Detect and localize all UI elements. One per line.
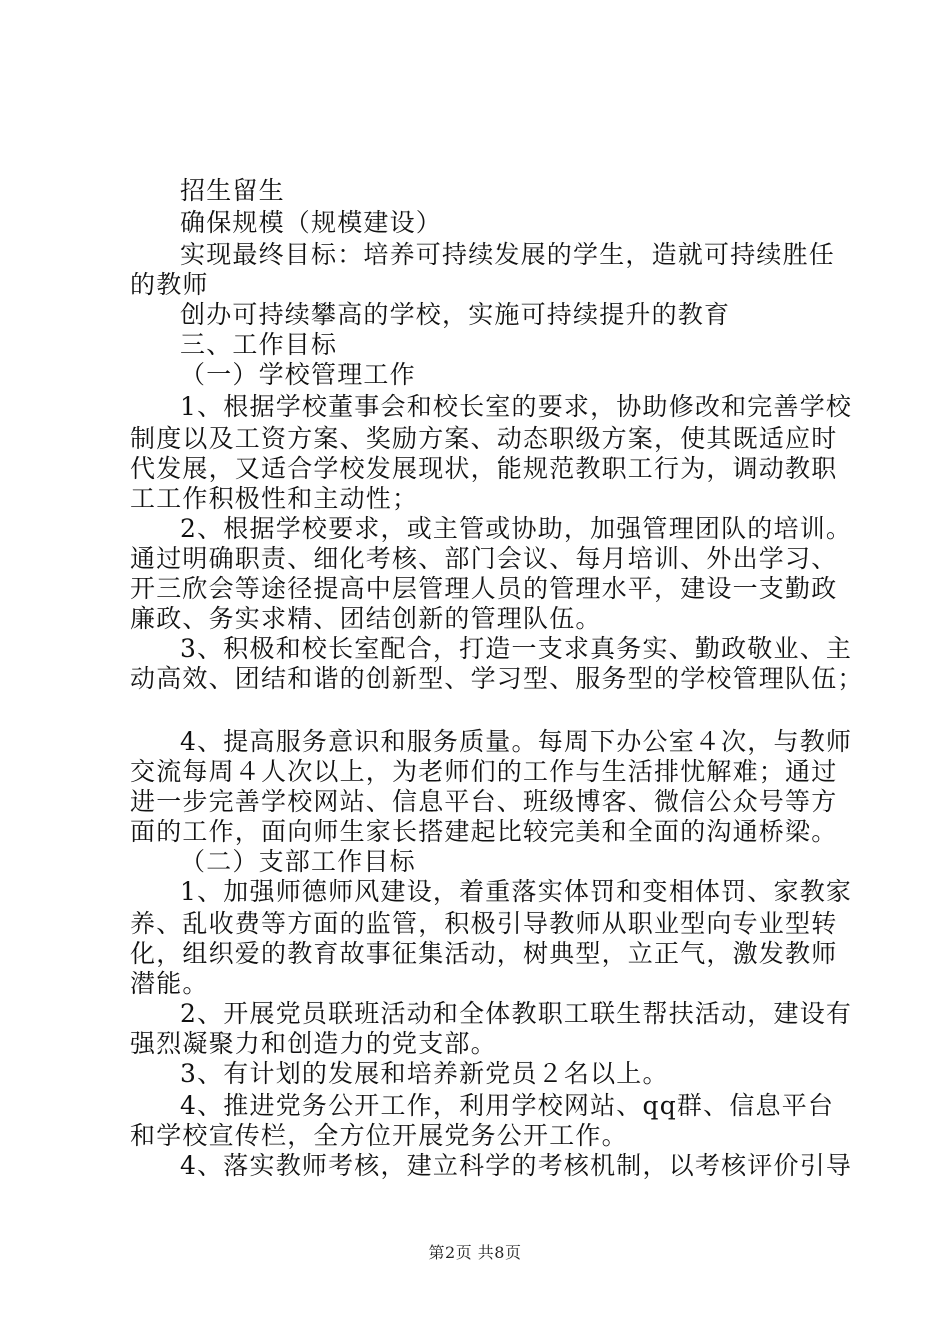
paragraph-line: 3、积极和校长室配合，打造一支求真务实、勤政敬业、主 [180,634,853,663]
paragraph-line: 2、开展党员联班活动和全体教职工联生帮扶活动，建设有 [180,999,853,1028]
paragraph-line: 面的工作，面向师生家长搭建起比较完美和全面的沟通桥梁。 [130,817,838,846]
paragraph-line: 的教师 [130,270,209,299]
paragraph-line: 3、有计划的发展和培养新党员２名以上。 [180,1059,669,1088]
subsection-heading: （二）支部工作目标 [180,847,416,876]
paragraph-line: 代发展，又适合学校发展现状，能规范教职工行为，调动教职 [130,454,838,483]
paragraph-line: 养、乱收费等方面的监管，积极引导教师从职业型向专业型转 [130,909,838,938]
page-footer: 第2页 共8页 [428,1243,522,1262]
paragraph-line: 1、根据学校董事会和校长室的要求，协助修改和完善学校 [180,392,853,421]
subsection-heading: （一）学校管理工作 [180,360,416,389]
paragraph-line: 动高效、团结和谐的创新型、学习型、服务型的学校管理队伍； [130,664,864,693]
paragraph-line: 通过明确职责、细化考核、部门会议、每月培训、外出学习、 [130,544,838,573]
paragraph-line: 4、落实教师考核，建立科学的考核机制，以考核评价引导 [180,1151,853,1180]
paragraph-line: 招生留生 [180,176,285,205]
paragraph-line: 交流每周４人次以上，为老师们的工作与生活排忧解难；通过 [130,757,838,786]
paragraph-line: 和学校宣传栏，全方位开展党务公开工作。 [130,1121,628,1150]
paragraph-line: 4、推进党务公开工作，利用学校网站、qq群、信息平台 [180,1091,835,1120]
paragraph-line: 创办可持续攀高的学校，实施可持续提升的教育 [180,300,731,329]
paragraph-line: 确保规模（规模建设） [180,208,443,237]
paragraph-line: 进一步完善学校网站、信息平台、班级博客、微信公众号等方 [130,787,838,816]
paragraph-line: 化，组织爱的教育故事征集活动，树典型，立正气，激发教师 [130,939,838,968]
paragraph-line: 2、根据学校要求，或主管或协助，加强管理团队的培训。 [180,514,853,543]
paragraph-line: 强烈凝聚力和创造力的党支部。 [130,1029,497,1058]
paragraph-line: 工工作积极性和主动性； [130,484,419,513]
paragraph-line: 开三欣会等途径提高中层管理人员的管理水平，建设一支勤政 [130,574,838,603]
paragraph-line: 4、提高服务意识和服务质量。每周下办公室４次，与教师 [180,727,853,756]
paragraph-line: 潜能。 [130,969,209,998]
paragraph-line: 实现最终目标：培养可持续发展的学生，造就可持续胜任 [180,240,836,269]
paragraph-line: 1、加强师德师风建设，着重落实体罚和变相体罚、家教家 [180,877,853,906]
section-heading: 三、工作目标 [180,330,338,359]
paragraph-line: 制度以及工资方案、奖励方案、动态职级方案，使其既适应时 [130,424,838,453]
paragraph-line: 廉政、务实求精、团结创新的管理队伍。 [130,604,602,633]
